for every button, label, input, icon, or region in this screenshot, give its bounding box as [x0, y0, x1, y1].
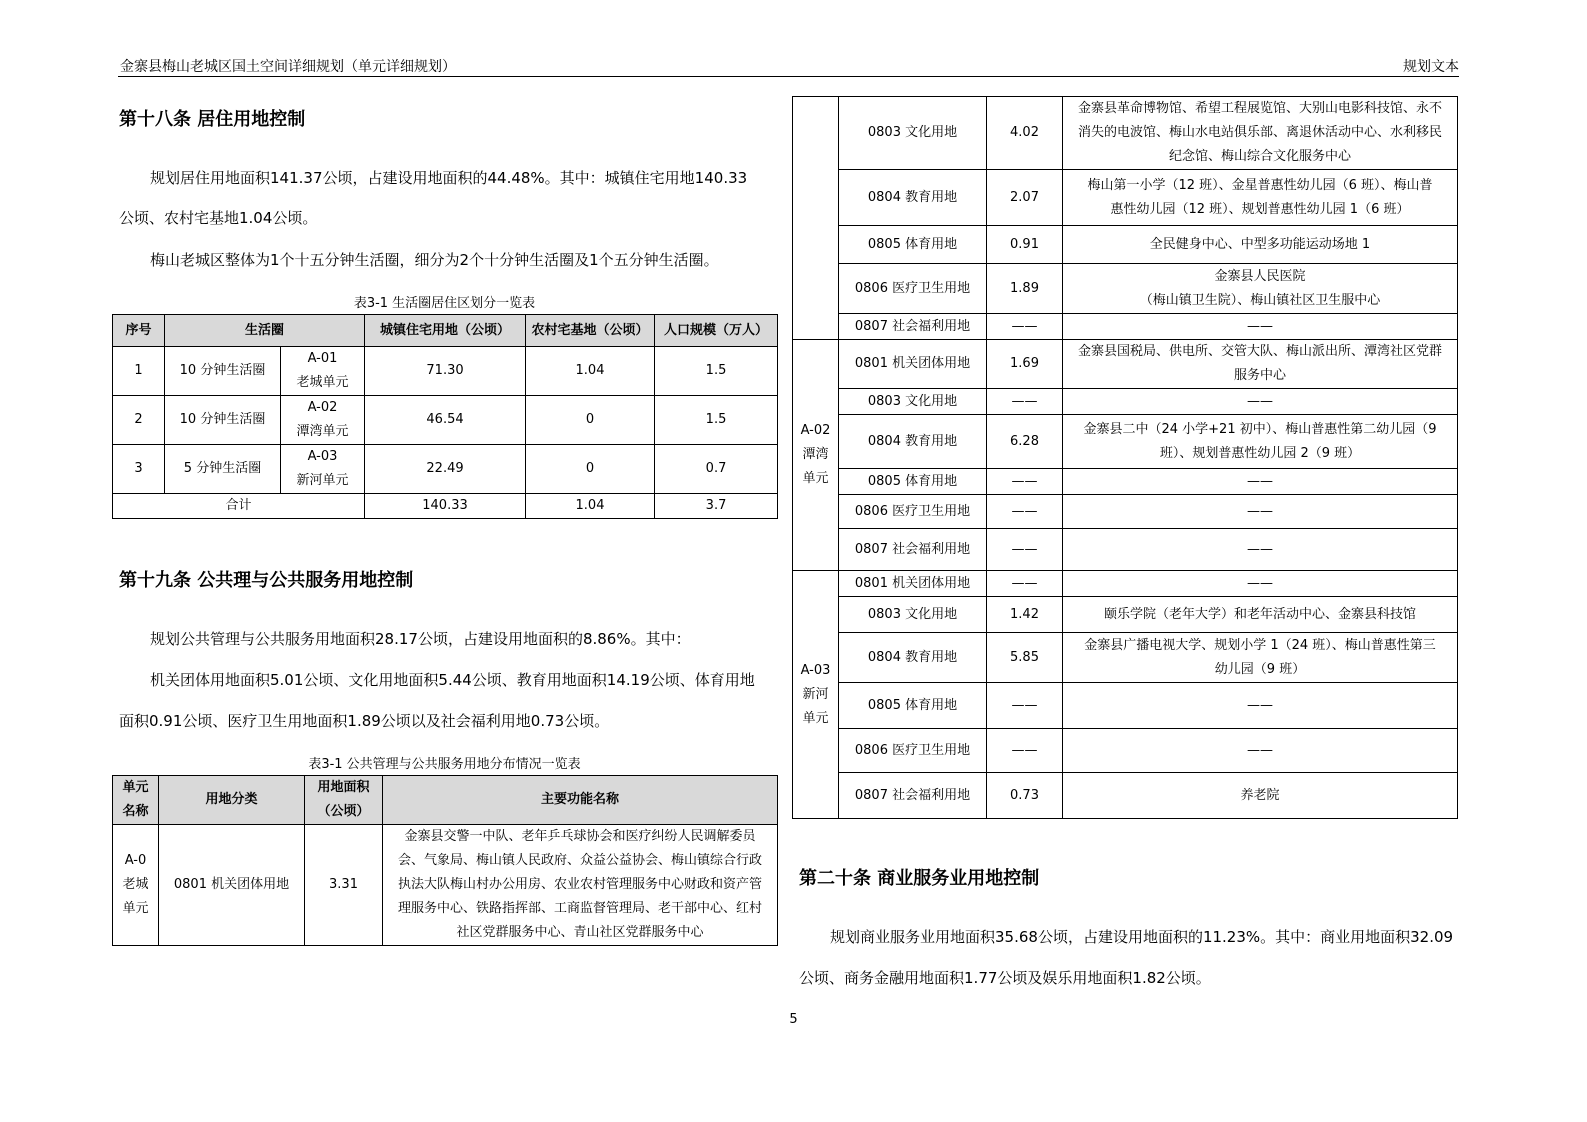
t1-cell-circle: 10 分钟生活圈: [165, 396, 281, 445]
t2-cell-type: 0804 教育用地: [839, 415, 987, 469]
unit-line: 潭湾: [802, 447, 829, 462]
t2-cell-area: ——: [987, 469, 1063, 495]
t2-cell-func: [1063, 415, 1458, 469]
t2-cell-unit: [793, 340, 839, 571]
table-row: [793, 340, 1458, 389]
t1-cell-pop: 0.7: [655, 445, 778, 494]
t1-cell-no: 2: [113, 396, 165, 445]
func-line: 金寨县广播电视大学、规划小学 1（24 班）、梅山普惠性第三: [1084, 637, 1436, 653]
table-row: [793, 226, 1458, 264]
t2-cell-type: 0807 社会福利用地: [839, 773, 987, 819]
unit-name: 潭湾单元: [296, 424, 349, 439]
table-row: [793, 264, 1458, 314]
table-row: [793, 314, 1458, 340]
t2-cell-type: 0804 教育用地: [839, 633, 987, 683]
t2-cell-type: 0804 教育用地: [839, 170, 987, 226]
table-row: [113, 347, 778, 396]
func-line: 金寨县人民医院: [1214, 268, 1306, 284]
t2-cell-func: ——: [1063, 314, 1458, 340]
t2-cell-func: 养老院: [1063, 773, 1458, 819]
func-line: 金寨县二中（24 小学+21 初中）、梅山普惠性第二幼儿园（9: [1083, 421, 1437, 437]
t2-cell-area: ——: [987, 729, 1063, 773]
func-line: 金寨县革命博物馆、希望工程展览馆、大别山电影科技馆、永不: [1077, 101, 1442, 116]
running-header-title: 金寨县梅山老城区国土空间详细规划（单元详细规划）: [120, 59, 456, 75]
t2-cell-area: 5.85: [987, 633, 1063, 683]
func-line: 会、气象局、梅山镇人民政府、众益公益协会、梅山镇综合行政: [397, 853, 762, 868]
t2-cell-type: 0807 社会福利用地: [839, 529, 987, 571]
t1-total-pop: 3.7: [655, 494, 778, 519]
table-row: [113, 445, 778, 494]
t2-cell-func: [1063, 264, 1458, 314]
t2-cell-type: 0806 医疗卫生用地: [839, 729, 987, 773]
header-rule: [118, 76, 1459, 77]
sec18-para1-line1: 规划居住用地面积141.37公顷，占建设用地面积的44.48%。其中：城镇住宅用地140.33: [150, 169, 748, 187]
unit-line: 单元: [802, 471, 829, 486]
table-row: [793, 415, 1458, 469]
t2-cell-func: ——: [1063, 529, 1458, 571]
table2-caption: 表3-1 公共管理与公共服务用地分布情况一览表: [308, 757, 581, 772]
func-line: 金寨县国税局、供电所、交管大队、梅山派出所、潭湾社区党群: [1077, 344, 1442, 359]
t2-header-unit: [113, 776, 159, 825]
sec18-para1-line2: 公顷、农村宅基地1.04公顷。: [119, 209, 318, 227]
t2-cell-func: ——: [1063, 729, 1458, 773]
t1-cell-rural: 0: [526, 445, 655, 494]
func-line: 执法大队梅山村办公用房、农业农村管理服务中心财政和资产管: [397, 877, 762, 892]
t2-cell-func: 颐乐学院（老年大学）和老年活动中心、金寨县科技馆: [1063, 597, 1458, 633]
t1-total-urban: 140.33: [365, 494, 526, 519]
t1-cell-unit: [281, 347, 365, 396]
t2-cell-unit: [793, 571, 839, 819]
t1-header-no: 序号: [113, 315, 165, 347]
table-row: [793, 773, 1458, 819]
t1-cell-circle: 10 分钟生活圈: [165, 347, 281, 396]
sec19-para1: 规划公共管理与公共服务用地面积28.17公顷，占建设用地面积的8.86%。其中：: [150, 630, 691, 648]
t1-cell-rural: 0: [526, 396, 655, 445]
section-19-title: 第十九条 公共理与公共服务用地控制: [119, 570, 414, 591]
t2-cell-area: 1.89: [987, 264, 1063, 314]
sec19-para2-line1: 机关团体用地面积5.01公顷、文化用地面积5.44公顷、教育用地面积14.19公顷、体育用地: [150, 671, 755, 689]
t2-cell-func: ——: [1063, 571, 1458, 597]
t1-cell-pop: 1.5: [655, 347, 778, 396]
t2-cell-func: ——: [1063, 469, 1458, 495]
table-row: [793, 529, 1458, 571]
func-line: 纪念馆、梅山综合文化服务中心: [1168, 149, 1351, 164]
t2-cell-type: 0805 体育用地: [839, 226, 987, 264]
t2-cell-area: ——: [987, 529, 1063, 571]
t2-cell-area: ——: [987, 683, 1063, 729]
func-line: 金寨县交警一中队、老年乒乓球协会和医疗纠纷人民调解委员: [404, 829, 756, 844]
t1-cell-no: 1: [113, 347, 165, 396]
func-line: 梅山第一小学（12 班）、金星普惠性幼儿园（6 班）、梅山普: [1087, 177, 1433, 193]
section-18-title: 第十八条 居住用地控制: [119, 109, 306, 130]
t2-cell-type: 0801 机关团体用地: [159, 825, 305, 946]
unit-line: A-02: [800, 423, 831, 438]
t1-cell-urban: 71.30: [365, 347, 526, 396]
t2-cell-area: 0.73: [987, 773, 1063, 819]
t2-cell-area: ——: [987, 495, 1063, 529]
sec20-para-line2: 公顷、商务金融用地面积1.77公顷及娱乐用地面积1.82公顷。: [799, 969, 1211, 987]
func-line: 班）、规划普惠性幼儿园 2（9 班）: [1159, 445, 1361, 461]
sec18-para2: 梅山老城区整体为1个十五分钟生活圈，细分为2个十分钟生活圈及1个五分钟生活圈。: [150, 251, 719, 269]
unit-name: 新河单元: [296, 473, 349, 488]
t2-cell-unit: [113, 825, 159, 946]
t2-cell-area: 1.42: [987, 597, 1063, 633]
table-total-row: [113, 494, 778, 519]
header-line: 用地面积: [317, 780, 370, 795]
section-20-title: 第二十条 商业服务业用地控制: [799, 868, 1040, 889]
t2-header-func: 主要功能名称: [383, 776, 778, 825]
t1-cell-rural: 1.04: [526, 347, 655, 396]
table-row: [793, 389, 1458, 415]
t2-cell-type: 0806 医疗卫生用地: [839, 264, 987, 314]
header-line: （公顷）: [317, 804, 370, 819]
page-number: 5: [789, 1012, 798, 1027]
t1-cell-urban: 22.49: [365, 445, 526, 494]
t2-cell-area: 0.91: [987, 226, 1063, 264]
t1-cell-no: 3: [113, 445, 165, 494]
t1-total-rural: 1.04: [526, 494, 655, 519]
unit-line: 老城: [122, 877, 149, 892]
table-row: [113, 825, 778, 946]
t2-cell-func: [1063, 340, 1458, 389]
t1-cell-circle: 5 分钟生活圈: [165, 445, 281, 494]
public-service-table-part2: [792, 96, 1458, 819]
t2-cell-func: ——: [1063, 389, 1458, 415]
unit-code: A-03: [307, 449, 338, 464]
t1-cell-pop: 1.5: [655, 396, 778, 445]
header-line: 单元: [122, 780, 149, 795]
table-row: [113, 396, 778, 445]
t2-cell-type: 0801 机关团体用地: [839, 571, 987, 597]
t1-header-urban: 城镇住宅用地（公顷）: [365, 315, 526, 347]
func-line: 理服务中心、铁路指挥部、工商监督管理局、老干部中心、红村: [397, 901, 762, 916]
t2-cell-func: [1063, 170, 1458, 226]
t2-cell-type: 0803 文化用地: [839, 597, 987, 633]
sec19-para2-line2: 面积0.91公顷、医疗卫生用地面积1.89公顷以及社会福利用地0.73公顷。: [119, 712, 610, 730]
t2-header-area: [305, 776, 383, 825]
t1-total-label: 合计: [113, 494, 365, 519]
table-row: [793, 683, 1458, 729]
func-line: 惠性幼儿园（12 班）、规划普惠性幼儿园 1（6 班）: [1110, 201, 1410, 217]
func-line: 社区党群服务中心、青山社区党群服务中心: [456, 925, 704, 940]
func-line: 服务中心: [1233, 368, 1286, 383]
table-row: [793, 597, 1458, 633]
t2-cell-func: 全民健身中心、中型多功能运动场地 1: [1063, 226, 1458, 264]
t2-cell-type: 0805 体育用地: [839, 469, 987, 495]
unit-code: A-01: [307, 351, 338, 366]
living-circle-table: [112, 314, 778, 519]
header-line: 名称: [122, 804, 149, 819]
t2-cell-func: ——: [1063, 683, 1458, 729]
table-row: [793, 469, 1458, 495]
t1-cell-urban: 46.54: [365, 396, 526, 445]
func-line: （梅山镇卫生院）、梅山镇社区卫生服中心: [1139, 292, 1381, 308]
t2-cell-type: 0806 医疗卫生用地: [839, 495, 987, 529]
t2-cell-func: [1063, 633, 1458, 683]
unit-code: A-02: [307, 400, 338, 415]
unit-name: 老城单元: [296, 375, 349, 390]
unit-line: A-0: [124, 853, 147, 868]
t1-cell-unit: [281, 396, 365, 445]
t2-cell-type: 0805 体育用地: [839, 683, 987, 729]
t2-cell-area: 1.69: [987, 340, 1063, 389]
t2-cell-func: ——: [1063, 495, 1458, 529]
t1-header-circle: 生活圈: [165, 315, 365, 347]
table-row: [793, 571, 1458, 597]
func-line: 幼儿园（9 班）: [1214, 661, 1306, 677]
unit-line: 新河: [802, 686, 829, 702]
t2-cell-type: 0807 社会福利用地: [839, 314, 987, 340]
t2-cell-type: 0801 机关团体用地: [839, 340, 987, 389]
table1-caption: 表3-1 生活圈居住区划分一览表: [353, 296, 536, 311]
t2-cell-type: 0803 文化用地: [839, 97, 987, 170]
table-row: [793, 729, 1458, 773]
table-row: [793, 97, 1458, 170]
unit-line: 单元: [802, 710, 829, 726]
t1-header-pop: 人口规模（万人）: [655, 315, 778, 347]
t2-cell-unit-empty: [793, 97, 839, 340]
table-row: [793, 633, 1458, 683]
t2-cell-func: [383, 825, 778, 946]
t2-cell-area: 3.31: [305, 825, 383, 946]
t2-cell-type: 0803 文化用地: [839, 389, 987, 415]
t2-cell-area: 4.02: [987, 97, 1063, 170]
public-service-table-part1: [112, 775, 778, 946]
running-header-section: 规划文本: [1403, 59, 1459, 75]
t2-cell-area: ——: [987, 314, 1063, 340]
t1-cell-unit: [281, 445, 365, 494]
table-row: [793, 495, 1458, 529]
table-row: [793, 170, 1458, 226]
t2-header-type: 用地分类: [159, 776, 305, 825]
t2-cell-area: 6.28: [987, 415, 1063, 469]
t2-cell-area: ——: [987, 389, 1063, 415]
t2-cell-area: 2.07: [987, 170, 1063, 226]
sec20-para-line1: 规划商业服务业用地面积35.68公顷，占建设用地面积的11.23%。其中：商业用地面积32.09: [830, 928, 1454, 946]
unit-line: A-03: [800, 662, 831, 678]
t1-header-rural: 农村宅基地（公顷）: [526, 315, 655, 347]
unit-line: 单元: [122, 901, 149, 916]
t2-cell-func: [1063, 97, 1458, 170]
func-line: 消失的电波馆、梅山水电站俱乐部、离退休活动中心、水利移民: [1077, 125, 1442, 140]
t2-cell-area: ——: [987, 571, 1063, 597]
